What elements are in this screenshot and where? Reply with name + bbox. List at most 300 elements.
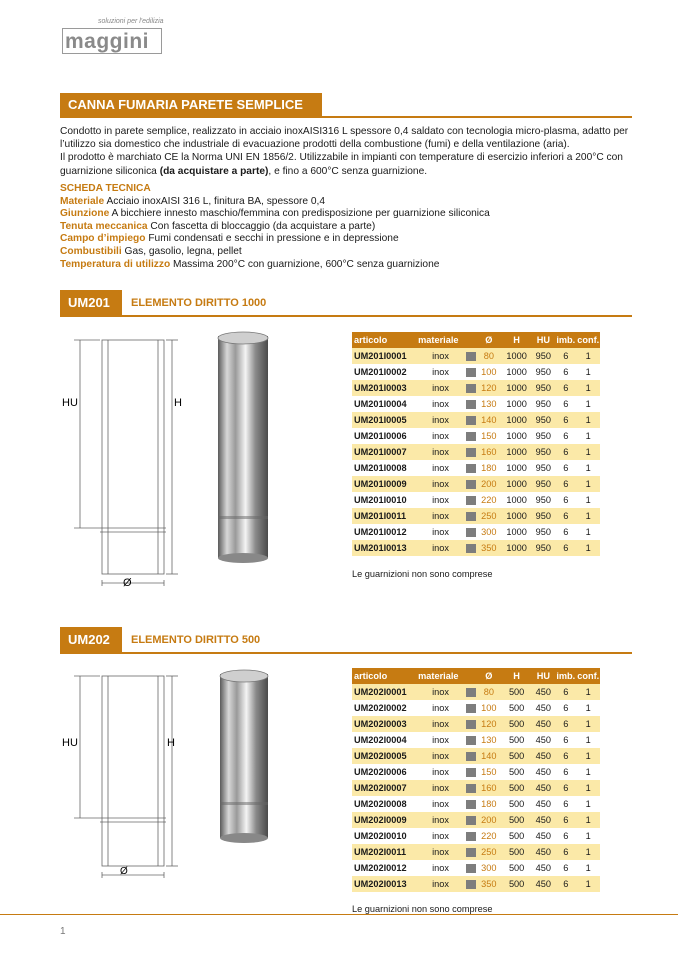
- cell-imb: 6: [555, 412, 576, 428]
- cell-articolo: UM202I0011: [352, 844, 416, 860]
- material-swatch-icon: [466, 368, 476, 377]
- cell-swatch: [465, 380, 476, 396]
- spec-value: A bicchiere innesto maschio/femmina con predisposizione per guarnizione siliconica: [111, 208, 490, 220]
- cell-diameter: 140: [476, 748, 502, 764]
- cell-materiale: inox: [416, 444, 465, 460]
- cell-articolo: UM201I0005: [352, 412, 416, 428]
- table-row: [352, 364, 600, 380]
- cell-conf: 1: [585, 431, 591, 441]
- cell-materiale: inox: [432, 767, 449, 777]
- cell-swatch: [465, 716, 476, 732]
- col-hu: HU: [532, 668, 556, 684]
- cell-swatch: [465, 540, 476, 556]
- cell-hu: 450: [535, 767, 551, 777]
- cell-conf: 1: [576, 812, 600, 828]
- cell-materiale: inox: [432, 703, 449, 713]
- material-swatch-icon: [466, 448, 476, 457]
- cell-imb: 6: [563, 495, 569, 505]
- cell-diameter: 180: [481, 463, 497, 473]
- cell-conf: 1: [576, 380, 600, 396]
- cell-conf: 1: [585, 367, 591, 377]
- cell-conf: 1: [576, 540, 600, 556]
- cell-h: 500: [502, 748, 532, 764]
- spec-value: Con fascetta di bloccaggio (da acquistare a parte): [150, 220, 376, 232]
- product-table-2: [352, 668, 600, 892]
- cell-hu: 950: [535, 527, 551, 537]
- cell-diameter: 140: [476, 412, 502, 428]
- cell-materiale: inox: [416, 508, 465, 524]
- cell-articolo: UM201I0001: [352, 348, 416, 364]
- cell-h: 500: [508, 831, 525, 841]
- material-swatch-icon: [466, 496, 476, 505]
- brand-tagline: soluzioni per l'edilizia: [98, 18, 164, 25]
- cell-articolo: UM202I0010: [354, 831, 407, 841]
- table-row: [352, 716, 600, 732]
- cell-hu: 950: [535, 463, 551, 473]
- col-diameter: Ø: [476, 332, 502, 348]
- cell-conf: 1: [585, 863, 591, 873]
- material-swatch-icon: [466, 544, 476, 553]
- cell-hu: 450: [532, 812, 556, 828]
- spec-label: Giunzione: [60, 208, 110, 220]
- cell-hu: 950: [535, 399, 551, 409]
- material-swatch-icon: [466, 720, 476, 729]
- cell-materiale: inox: [416, 476, 465, 492]
- cell-swatch: [465, 876, 476, 892]
- cell-swatch: [465, 828, 476, 844]
- cell-h: 1000: [506, 495, 527, 505]
- cell-diameter: 200: [476, 812, 502, 828]
- cell-swatch: [465, 764, 476, 780]
- cell-articolo: UM202I0004: [354, 735, 407, 745]
- table-row: [352, 780, 600, 796]
- cell-hu: 450: [532, 844, 556, 860]
- cell-conf: 1: [585, 527, 591, 537]
- table-row: [352, 860, 600, 876]
- cell-h: 500: [508, 799, 525, 809]
- cell-h: 1000: [502, 540, 532, 556]
- cell-hu: 450: [535, 831, 551, 841]
- material-swatch-icon: [466, 416, 476, 425]
- spec-line: [60, 259, 632, 272]
- spec-value: Massima 200°C con guarnizione, 600°C senza guarnizione: [173, 258, 440, 270]
- cell-imb: 6: [555, 444, 576, 460]
- cell-diameter: 220: [481, 495, 497, 505]
- brand-logo: [60, 18, 170, 58]
- cell-imb: 6: [555, 508, 576, 524]
- cell-imb: 6: [563, 703, 569, 713]
- cell-hu: 450: [532, 876, 556, 892]
- product-photo-1: [210, 330, 280, 565]
- cell-diameter: 350: [476, 876, 502, 892]
- cell-materiale: inox: [432, 399, 449, 409]
- cell-articolo: UM202I0001: [352, 684, 416, 700]
- cell-materiale: inox: [432, 527, 449, 537]
- cell-h: 1000: [502, 444, 532, 460]
- cell-h: 1000: [502, 348, 532, 364]
- cell-h: 500: [508, 735, 525, 745]
- cell-diameter: 160: [476, 780, 502, 796]
- cell-articolo: UM202I0008: [354, 799, 407, 809]
- cell-diameter: 350: [476, 540, 502, 556]
- material-swatch-icon: [466, 768, 476, 777]
- cell-diameter: 200: [476, 476, 502, 492]
- spec-label: Combustibili: [60, 245, 122, 257]
- cell-swatch: [465, 796, 476, 812]
- intro-text-bold: (da acquistare a parte): [159, 165, 269, 177]
- cell-swatch: [465, 860, 476, 876]
- table-row: [352, 524, 600, 540]
- cell-imb: 6: [555, 380, 576, 396]
- material-swatch-icon: [466, 528, 476, 537]
- cell-swatch: [465, 444, 476, 460]
- table-row: [352, 748, 600, 764]
- material-swatch-icon: [466, 880, 476, 889]
- col-materiale: materiale: [416, 668, 476, 684]
- col-imb: imb.: [555, 668, 576, 684]
- table-row: [352, 444, 600, 460]
- product-divider-2: [60, 652, 632, 654]
- cell-imb: 6: [563, 735, 569, 745]
- cell-swatch: [465, 348, 476, 364]
- col-conf: conf.: [576, 332, 600, 348]
- technical-drawing-2: [60, 666, 210, 886]
- cell-imb: 6: [563, 399, 569, 409]
- cell-imb: 6: [563, 767, 569, 777]
- material-swatch-icon: [466, 384, 476, 393]
- cell-h: 500: [508, 863, 525, 873]
- cell-articolo: UM202I0006: [354, 767, 407, 777]
- table-row: [352, 732, 600, 748]
- col-materiale: materiale: [416, 332, 476, 348]
- cell-conf: 1: [576, 876, 600, 892]
- cell-articolo: UM201I0006: [354, 431, 407, 441]
- cell-imb: 6: [555, 684, 576, 700]
- cell-conf: 1: [576, 444, 600, 460]
- cell-imb: 6: [555, 716, 576, 732]
- material-swatch-icon: [466, 704, 476, 713]
- cell-articolo: UM202I0003: [352, 716, 416, 732]
- table-row: [352, 508, 600, 524]
- cell-hu: 950: [535, 495, 551, 505]
- product-name-1: ELEMENTO DIRITTO 1000: [131, 297, 267, 309]
- cell-conf: 1: [576, 844, 600, 860]
- cell-imb: 6: [563, 463, 569, 473]
- brand-name: maggini: [62, 28, 162, 54]
- cell-diameter: 300: [481, 527, 497, 537]
- cell-diameter: 220: [481, 831, 497, 841]
- intro-paragraph-2: [60, 151, 632, 177]
- spec-line: [60, 246, 632, 259]
- cell-swatch: [465, 732, 476, 748]
- col-diameter: Ø: [476, 668, 502, 684]
- cell-hu: 450: [535, 863, 551, 873]
- cell-imb: 6: [555, 476, 576, 492]
- cell-swatch: [465, 748, 476, 764]
- cell-articolo: UM201I0012: [354, 527, 407, 537]
- cell-hu: 950: [532, 412, 556, 428]
- table-row: [352, 684, 600, 700]
- cell-imb: 6: [555, 540, 576, 556]
- cell-imb: 6: [563, 431, 569, 441]
- table-row: [352, 396, 600, 412]
- cell-diameter: 130: [481, 399, 497, 409]
- cell-diameter: 100: [481, 703, 497, 713]
- cell-swatch: [465, 812, 476, 828]
- material-swatch-icon: [466, 848, 476, 857]
- cell-diameter: 150: [481, 767, 497, 777]
- cell-hu: 450: [532, 780, 556, 796]
- material-swatch-icon: [466, 352, 476, 361]
- col-hu: HU: [532, 332, 556, 348]
- cell-hu: 950: [535, 367, 551, 377]
- cell-diameter: 180: [481, 799, 497, 809]
- cell-imb: 6: [555, 780, 576, 796]
- cell-h: 500: [502, 876, 532, 892]
- cell-diameter: 130: [481, 735, 497, 745]
- cell-diameter: 120: [476, 716, 502, 732]
- cell-conf: 1: [585, 799, 591, 809]
- spec-label: Materiale: [60, 195, 105, 207]
- cell-conf: 1: [576, 748, 600, 764]
- cell-h: 1000: [506, 367, 527, 377]
- table-row: [352, 540, 600, 556]
- footer-divider: [0, 914, 678, 915]
- cell-swatch: [465, 508, 476, 524]
- spec-value: Fumi condensati e secchi in pressione e in depressione: [148, 233, 399, 245]
- cell-materiale: inox: [416, 348, 465, 364]
- cell-hu: 950: [535, 431, 551, 441]
- intro-text-a: Il prodotto è marchiato CE la Norma UNI EN 1856/2. Utilizzabile in impianti con temperature di esercizio inferiori a 200°C con guarnizione siliconica: [60, 152, 623, 177]
- cell-conf: 1: [576, 412, 600, 428]
- cell-articolo: UM201I0013: [352, 540, 416, 556]
- cell-conf: 1: [576, 508, 600, 524]
- material-swatch-icon: [466, 688, 476, 697]
- product-table-1: [352, 332, 600, 556]
- cell-diameter: 160: [476, 444, 502, 460]
- cell-materiale: inox: [416, 844, 465, 860]
- cell-materiale: inox: [432, 495, 449, 505]
- spec-line: [60, 233, 632, 246]
- cell-h: 500: [502, 716, 532, 732]
- cell-hu: 450: [535, 799, 551, 809]
- cell-h: 1000: [506, 431, 527, 441]
- cell-imb: 6: [555, 812, 576, 828]
- spec-line: [60, 221, 632, 234]
- cell-swatch: [465, 492, 476, 508]
- material-swatch-icon: [466, 752, 476, 761]
- table-row: [352, 764, 600, 780]
- cell-materiale: inox: [416, 812, 465, 828]
- cell-materiale: inox: [416, 684, 465, 700]
- material-swatch-icon: [466, 832, 476, 841]
- cell-articolo: UM201I0003: [352, 380, 416, 396]
- material-swatch-icon: [466, 512, 476, 521]
- cell-materiale: inox: [416, 716, 465, 732]
- section-title: CANNA FUMARIA PARETE SEMPLICE: [60, 93, 322, 117]
- cell-imb: 6: [563, 527, 569, 537]
- cell-conf: 1: [576, 684, 600, 700]
- material-swatch-icon: [466, 864, 476, 873]
- table-row: [352, 476, 600, 492]
- col-articolo: articolo: [352, 668, 416, 684]
- cell-swatch: [465, 460, 476, 476]
- cell-h: 500: [502, 844, 532, 860]
- cell-swatch: [465, 396, 476, 412]
- cell-imb: 6: [555, 844, 576, 860]
- cell-conf: 1: [576, 476, 600, 492]
- cell-swatch: [465, 684, 476, 700]
- cell-diameter: 250: [476, 508, 502, 524]
- cell-hu: 950: [532, 540, 556, 556]
- product-code-1: UM201: [60, 290, 122, 316]
- cell-imb: 6: [563, 863, 569, 873]
- spec-value: Acciaio inoxAISI 316 L, finitura BA, spessore 0,4: [106, 195, 326, 207]
- table-row: [352, 796, 600, 812]
- cell-conf: 1: [576, 348, 600, 364]
- spec-value: Gas, gasolio, legna, pellet: [124, 245, 242, 257]
- cell-materiale: inox: [416, 748, 465, 764]
- col-conf: conf.: [576, 668, 600, 684]
- table-row: [352, 380, 600, 396]
- cell-materiale: inox: [416, 540, 465, 556]
- cell-h: 1000: [502, 380, 532, 396]
- cell-swatch: [465, 428, 476, 444]
- cell-articolo: UM202I0009: [352, 812, 416, 828]
- product-divider-1: [60, 315, 632, 317]
- table-row: [352, 844, 600, 860]
- cell-swatch: [465, 780, 476, 796]
- table-row: [352, 412, 600, 428]
- cell-h: 1000: [506, 463, 527, 473]
- table-row: [352, 700, 600, 716]
- table-note-2: Le guarnizioni non sono comprese: [352, 904, 493, 914]
- cell-articolo: UM202I0013: [352, 876, 416, 892]
- cell-conf: 1: [585, 495, 591, 505]
- tech-sheet-title: SCHEDA TECNICA: [60, 183, 151, 194]
- technical-drawing-1: [60, 330, 210, 595]
- col-h: H: [502, 668, 532, 684]
- cell-materiale: inox: [432, 367, 449, 377]
- material-swatch-icon: [466, 800, 476, 809]
- hu-label-2: HU: [62, 737, 78, 749]
- cell-h: 500: [502, 812, 532, 828]
- cell-swatch: [465, 524, 476, 540]
- table-row: [352, 492, 600, 508]
- product-code-2: UM202: [60, 627, 122, 653]
- cell-articolo: UM201I0010: [354, 495, 407, 505]
- cell-swatch: [465, 844, 476, 860]
- cell-materiale: inox: [432, 463, 449, 473]
- material-swatch-icon: [466, 736, 476, 745]
- cell-swatch: [465, 700, 476, 716]
- cell-h: 500: [502, 780, 532, 796]
- cell-h: 1000: [502, 476, 532, 492]
- spec-line: [60, 196, 632, 209]
- cell-h: 1000: [502, 508, 532, 524]
- cell-articolo: UM202I0005: [352, 748, 416, 764]
- table-row: [352, 348, 600, 364]
- table-row: [352, 876, 600, 892]
- cell-articolo: UM202I0012: [354, 863, 407, 873]
- cell-hu: 950: [532, 380, 556, 396]
- cell-hu: 950: [532, 508, 556, 524]
- cell-materiale: inox: [432, 863, 449, 873]
- material-swatch-icon: [466, 464, 476, 473]
- diameter-label-1: Ø: [123, 577, 132, 589]
- page-number: 1: [60, 926, 66, 937]
- cell-materiale: inox: [416, 412, 465, 428]
- cell-h: 500: [508, 767, 525, 777]
- cell-swatch: [465, 476, 476, 492]
- cell-materiale: inox: [416, 780, 465, 796]
- material-swatch-icon: [466, 480, 476, 489]
- cell-h: 500: [508, 703, 525, 713]
- cell-h: 1000: [506, 399, 527, 409]
- table-note-1: Le guarnizioni non sono comprese: [352, 569, 493, 579]
- cell-imb: 6: [555, 876, 576, 892]
- product-photo-2: [210, 668, 280, 848]
- material-swatch-icon: [466, 816, 476, 825]
- cell-swatch: [465, 412, 476, 428]
- cell-imb: 6: [555, 748, 576, 764]
- cell-conf: 1: [585, 703, 591, 713]
- cell-conf: 1: [585, 463, 591, 473]
- cell-articolo: UM201I0008: [354, 463, 407, 473]
- cell-articolo: UM201I0002: [354, 367, 407, 377]
- material-swatch-icon: [466, 784, 476, 793]
- diameter-label-2: Ø: [120, 866, 128, 877]
- cell-materiale: inox: [432, 799, 449, 809]
- cell-materiale: inox: [432, 831, 449, 841]
- table-row: [352, 460, 600, 476]
- cell-diameter: 300: [481, 863, 497, 873]
- cell-conf: 1: [576, 780, 600, 796]
- cell-swatch: [465, 364, 476, 380]
- spec-label: Tenuta meccanica: [60, 220, 148, 232]
- table-row: [352, 428, 600, 444]
- cell-diameter: 80: [476, 684, 502, 700]
- hu-label-1: HU: [62, 397, 78, 409]
- cell-articolo: UM201I0004: [354, 399, 407, 409]
- section-divider: [60, 116, 632, 118]
- cell-articolo: UM201I0011: [352, 508, 416, 524]
- cell-diameter: 150: [481, 431, 497, 441]
- cell-articolo: UM201I0009: [352, 476, 416, 492]
- material-swatch-icon: [466, 400, 476, 409]
- cell-h: 1000: [502, 412, 532, 428]
- cell-conf: 1: [585, 831, 591, 841]
- cell-imb: 6: [563, 831, 569, 841]
- cell-imb: 6: [563, 367, 569, 377]
- cell-h: 1000: [506, 527, 527, 537]
- spec-label: Temperatura di utilizzo: [60, 258, 171, 270]
- table-row: [352, 828, 600, 844]
- col-imb: imb.: [555, 332, 576, 348]
- cell-hu: 950: [532, 348, 556, 364]
- spec-line: [60, 208, 632, 221]
- col-h: H: [502, 332, 532, 348]
- cell-imb: 6: [563, 799, 569, 809]
- cell-articolo: UM202I0002: [354, 703, 407, 713]
- cell-diameter: 100: [481, 367, 497, 377]
- cell-hu: 450: [532, 684, 556, 700]
- intro-text-b: , e fino a 600°C senza guarnizione.: [268, 165, 428, 177]
- cell-hu: 450: [532, 748, 556, 764]
- cell-articolo: UM201I0007: [352, 444, 416, 460]
- cell-conf: 1: [585, 735, 591, 745]
- cell-materiale: inox: [432, 431, 449, 441]
